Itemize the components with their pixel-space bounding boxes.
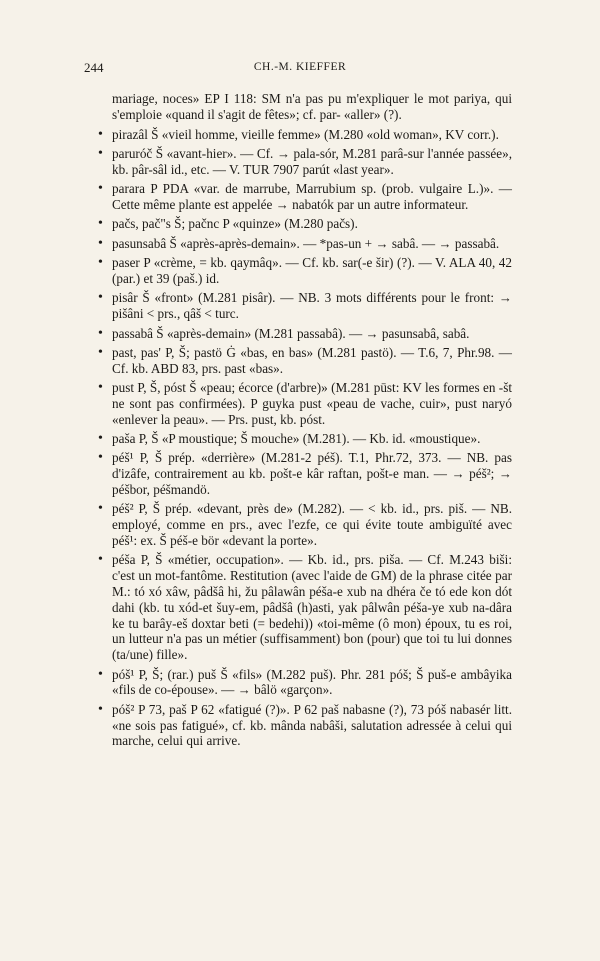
entry-pasa: • paša P, Š «P moustique; Š mouche» (M.281). — Kb. id. «moustique». <box>100 431 512 447</box>
entry-paser: • paser P «crème, = kb. qaymâq». — Cf. kb. sar(-e šir) (?). — V. ALA 40, 42 (par.) et 39 (paš.) id. <box>100 255 512 287</box>
entry-pacs: • pačs, pač"s Š; pačnc P «quinze» (M.280 pačs). <box>100 216 512 232</box>
entry-pos1: • póš¹ P, Š; (rar.) puš Š «fils» (M.282 puš). Phr. 281 póš; Š puš-e ambâyika «fils de co-épouse». — → bâlö «garçon». <box>100 667 512 699</box>
entry-paruroc: • paruróč Š «avant-hier». — Cf. → pala-sór, M.281 parâ-sur l'année passée», kb. pâr-sâl id., etc. — V. TUR 7907 parút «last year». <box>100 146 512 178</box>
running-head: CH.-M. KIEFFER <box>253 61 347 73</box>
entry-pasunsaba: • pasunsabâ Š «après-après-demain». — *pas-un + → sabâ. — → passabâ. <box>100 236 512 252</box>
entry-parara: • parara P PDA «var. de marrube, Marrubium sp. (prob. vulgaire L.)». — Cette même plante est appelée → nabatók par un autre informateur. <box>100 181 512 213</box>
entry-pesa: • péša P, Š «métier, occupation». — Kb. id., prs. piša. — Cf. M.243 biši: c'est un mot-fantôme. Restitution (avec l'aide de GM) de la phrase citée par M.: tó xó xâw, pâdšâ hi, žu pâlawân péša-e xub na dhéra če tó ede kon dót dahi (kb. tu xód-et šuy-em, pâdšâ (h)asti, yak pâlwân péša-ye xub na-dâra ke tu barây-eš doxtar beti (= bedehi)) «toi-même (ô mon) époux, tu es roi, un lutteur n'a pas un métier (suffisamment) bon (pour) que toi tu lui donnes (ta/une) fille». <box>100 552 512 663</box>
entry-pes1: • péš¹ P, Š prép. «derrière» (M.281-2 péš). T.1, Phr.72, 373. — NB. pas d'izâfe, contrairement au kb. pošt-e kâr raftan, pošt-e man. — → péš²; → péšbor, péšmandö. <box>100 450 512 497</box>
continued-entry-text: mariage, noces» EP I 118: SM n'a pas pu m'expliquer le mot pariya, qui s'emploie «quand il s'agit de fêtes»; cf. par- «aller» (?). <box>112 91 512 122</box>
entry-list <box>100 127 512 750</box>
entry-pisar: • pisâr Š «front» (M.281 pisâr). — NB. 3 mots différents pour le front: → pišâni < prs., qâš < turc. <box>100 290 512 322</box>
dictionary-body <box>100 91 512 753</box>
entry-pes2: • péš² P, Š prép. «devant, près de» (M.282). — < kb. id., prs. piš. — NB. employé, comme en prs., avec l'ezfe, ce qui évite toute ambiguïté avec péš¹: ex. Š péš-e bör «devant la porte». <box>100 501 512 548</box>
page-number: 244 <box>84 60 104 75</box>
page-header <box>84 60 516 78</box>
entry-passaba: • passabâ Š «après-demain» (M.281 passabâ). — → pasunsabâ, sabâ. <box>100 326 512 342</box>
entry-pust: • pust P, Š, póst Š «peau; écorce (d'arbre)» (M.281 pūst: KV les formes en -št ne sont pas confirmées). P guyka pust «peau de vache, cuir», pust naryó «enlever la peau». — Prs. pust, kb. póst. <box>100 380 512 427</box>
entry-pos2: • póš² P 73, paš P 62 «fatigué (?)». P 62 paš nabasne (?), 73 póš nabasér litt. «ne sois pas fatigué», cf. kb. mânda nabâši, salutation adressée à celui qui marche, celui qui arrive. <box>100 702 512 749</box>
entry-pirazal: • pirazâl Š «vieil homme, vieille femme» (M.280 «old woman», KV corr.). <box>100 127 512 143</box>
entry-past: • past, pas' P, Š; pastö Ġ «bas, en bas» (M.281 pastö). — T.6, 7, Phr.98. — Cf. kb. ABD 83, prs. past «bas». <box>100 345 512 377</box>
